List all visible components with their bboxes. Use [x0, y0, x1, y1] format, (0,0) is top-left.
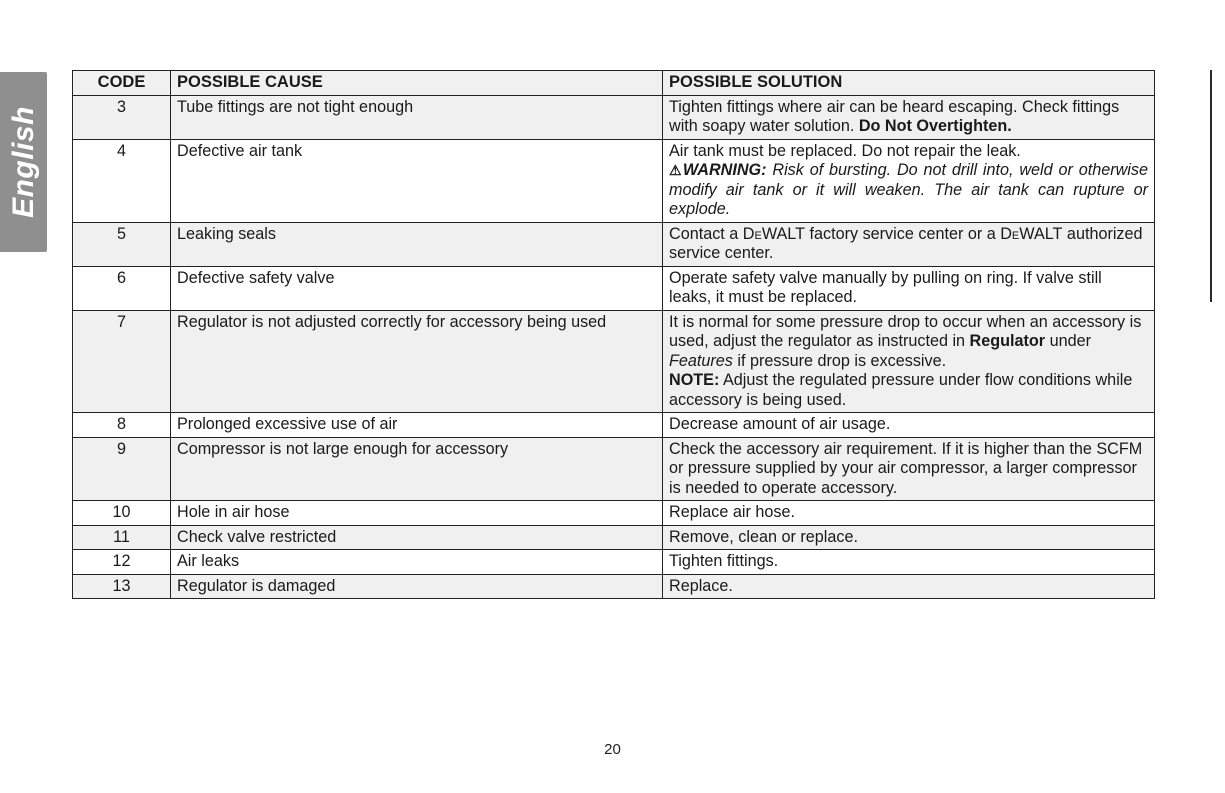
- row-code: 9: [73, 437, 171, 501]
- note-label: NOTE:: [669, 371, 720, 389]
- table-row: [73, 222, 1155, 266]
- row-cause: Check valve restricted: [171, 525, 663, 550]
- table-row: [73, 437, 1155, 501]
- row-cause: Leaking seals: [171, 222, 663, 266]
- row-code: 3: [73, 95, 171, 139]
- table-row: [73, 413, 1155, 438]
- table-header-row: [73, 71, 1155, 96]
- brand-name: DeWALT: [1000, 224, 1063, 243]
- row-solution: Tighten fittings where air can be heard escaping. Check fittings with soapy water solution. Do Not Overtighten.: [663, 95, 1155, 139]
- row-cause: Air leaks: [171, 550, 663, 575]
- header-cause: POSSIBLE CAUSE: [171, 71, 663, 96]
- row-solution: Remove, clean or replace.: [663, 525, 1155, 550]
- row-solution: Operate safety valve manually by pulling on ring. If valve still leaks, it must be replaced.: [663, 266, 1155, 310]
- row-cause: Tube fittings are not tight enough: [171, 95, 663, 139]
- table-row: [73, 139, 1155, 222]
- table-row: [73, 574, 1155, 599]
- row-code: 6: [73, 266, 171, 310]
- brand-name: DeWALT: [742, 224, 805, 243]
- row-code: 7: [73, 310, 171, 413]
- row-solution: Check the accessory air requirement. If it is higher than the SCFM or pressure supplied by your air compressor, a larger compressor is needed to operate accessory.: [663, 437, 1155, 501]
- row-cause: Defective air tank: [171, 139, 663, 222]
- language-label: English: [6, 106, 40, 218]
- row-cause: Hole in air hose: [171, 501, 663, 526]
- row-code: 12: [73, 550, 171, 575]
- table-row: [73, 550, 1155, 575]
- row-solution: It is normal for some pressure drop to occur when an accessory is used, adjust the regulator as instructed in Regulator under Features if pressure drop is excessive. NOTE: Adjust the regulated pressure under flow conditions while accessory is being used.: [663, 310, 1155, 413]
- table-row: [73, 310, 1155, 413]
- row-cause: Prolonged excessive use of air: [171, 413, 663, 438]
- row-solution: Decrease amount of air usage.: [663, 413, 1155, 438]
- page-number: 20: [604, 741, 621, 758]
- row-solution: Contact a DeWALT factory service center or a DeWALT authorized service center.: [663, 222, 1155, 266]
- row-cause: Defective safety valve: [171, 266, 663, 310]
- row-code: 4: [73, 139, 171, 222]
- row-solution: Replace air hose.: [663, 501, 1155, 526]
- row-solution: Air tank must be replaced. Do not repair the leak. ⚠WARNING: Risk of bursting. Do not drill into, weld or otherwise modify air tank or it will weaken. The air tank can rupture or explode.: [663, 139, 1155, 222]
- warning-text: ⚠WARNING: Risk of bursting. Do not drill into, weld or otherwise modify air tank or it will weaken. The air tank can rupture or explode.: [669, 161, 1148, 218]
- table-row: [73, 95, 1155, 139]
- table-row: [73, 501, 1155, 526]
- row-code: 8: [73, 413, 171, 438]
- row-solution: Replace.: [663, 574, 1155, 599]
- table-row: [73, 266, 1155, 310]
- row-cause: Regulator is not adjusted correctly for accessory being used: [171, 310, 663, 413]
- header-solution: POSSIBLE SOLUTION: [663, 71, 1155, 96]
- troubleshooting-table: [72, 70, 1155, 599]
- row-cause: Regulator is damaged: [171, 574, 663, 599]
- row-code: 10: [73, 501, 171, 526]
- warning-triangle-icon: ⚠: [669, 162, 683, 178]
- table-row: [73, 525, 1155, 550]
- row-code: 11: [73, 525, 171, 550]
- row-code: 13: [73, 574, 171, 599]
- margin-rule: [1210, 70, 1212, 302]
- row-solution: Tighten fittings.: [663, 550, 1155, 575]
- row-cause: Compressor is not large enough for accessory: [171, 437, 663, 501]
- language-tab: [0, 72, 47, 252]
- row-code: 5: [73, 222, 171, 266]
- header-code: CODE: [73, 71, 171, 96]
